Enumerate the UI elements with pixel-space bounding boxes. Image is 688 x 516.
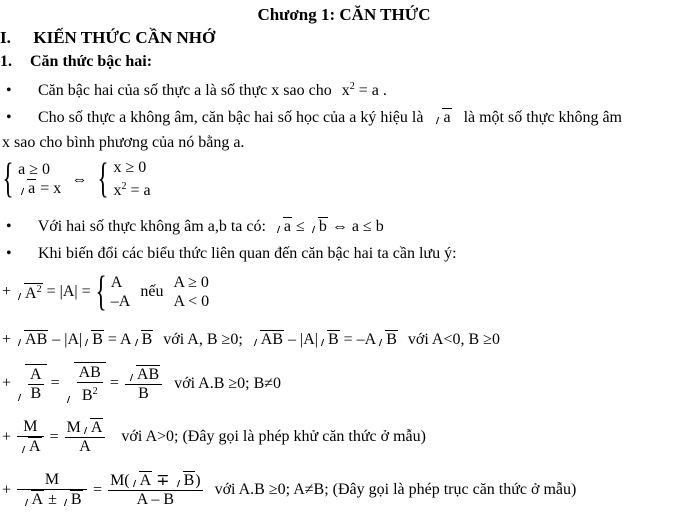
left-brace: { <box>2 156 14 202</box>
bullet-1-math: x <box>341 82 350 99</box>
bullet-4 <box>0 244 457 264</box>
right-brace: { <box>97 156 109 202</box>
bullet-2-text: Cho số thực a không âm, căn bậc hai số học của a ký hiệu là <box>38 109 424 126</box>
bullet-dot: • <box>6 218 12 235</box>
equivalence-system: { a ≥ 0 a = x ⇔ { x ≥ 0 $x^2 = a$ <box>2 156 151 202</box>
bullet-dot: • <box>6 245 12 262</box>
bullet-1 <box>0 77 387 101</box>
bullet-2-continuation: x sao cho bình phương của nó bằng a. <box>2 134 245 151</box>
bullet-dot: • <box>6 82 12 99</box>
sqrt-a: a <box>274 217 292 235</box>
rule-rationalize-single: + $\frac{M}{A}$ = $\frac{\text{M A}}{A}$ với A>0; (Đây gọi là phép khử căn thức ở mẫu) <box>2 418 426 456</box>
bullet-3-text: Với hai số thực không âm a,b ta có: <box>37 218 266 235</box>
subsection-number: 1. <box>0 53 12 70</box>
system-right-1: x ≥ 0 <box>113 159 147 176</box>
sqrt-a-squared: $A^2$ <box>15 283 43 302</box>
rule-sqrt-quotient: + $\frac{A}{B}$ = $\frac{AB}{B^2}$ = $\frac{AB}{B}$ với A.B ≥0; B≠0 <box>2 364 282 404</box>
ineq-tail: ⇔ a ≤ b <box>327 218 384 235</box>
sqrt-a: a <box>433 108 451 126</box>
section-number: I. <box>0 28 11 47</box>
sqrt-a: a <box>18 179 36 197</box>
rule-sqrt-product: + AB – |A| B = A B với A, B ≥0; AB – |A| B = –A B với A<0, B ≥0 <box>2 331 500 348</box>
subsection-label: Căn thức bậc hai: <box>30 53 153 70</box>
page-title: Chương 1: CĂN THỨC <box>257 5 431 24</box>
bullet-4-text: Khi biến đổi các biểu thức liên quan đến căn bậc hai ta cần lưu ý: <box>38 245 457 262</box>
section-label: KIẾN THỨC CẦN NHỚ <box>33 28 216 47</box>
rule-abs-value: + $A^2 = |A|$ = { A –A nếu A ≥ 0 A < 0 <box>2 269 210 315</box>
bullet-1-text: Căn bậc hai của số thực a là số thực x sao cho <box>38 82 332 99</box>
bullet-2-tail: là một số thực không âm <box>463 109 622 126</box>
case-brace: { <box>95 269 107 315</box>
bullet-3: • Với hai số thực không âm a,b ta có: a ≤ b ⇔ a ≤ b <box>0 217 384 237</box>
rule-rationalize-conjugate: + $\frac{M}{A \pm B}$ = $\frac{M( A \mp B)}{A - B}$ với A.B ≥0; A≠B; (Đây gọi là phép trục căn thức ở mẫu) <box>2 471 577 509</box>
sqrt-b: b <box>309 217 328 235</box>
subsection-heading <box>0 52 152 72</box>
bullet-2 <box>0 108 622 128</box>
section-heading <box>0 28 215 48</box>
bullet-1-sup: 2 <box>349 81 355 92</box>
bullet-dot: • <box>6 109 12 126</box>
bullet-1-tail: = a . <box>354 82 387 99</box>
system-left-1: a ≥ 0 <box>18 161 51 178</box>
iff-symbol: ⇔ <box>71 170 88 188</box>
